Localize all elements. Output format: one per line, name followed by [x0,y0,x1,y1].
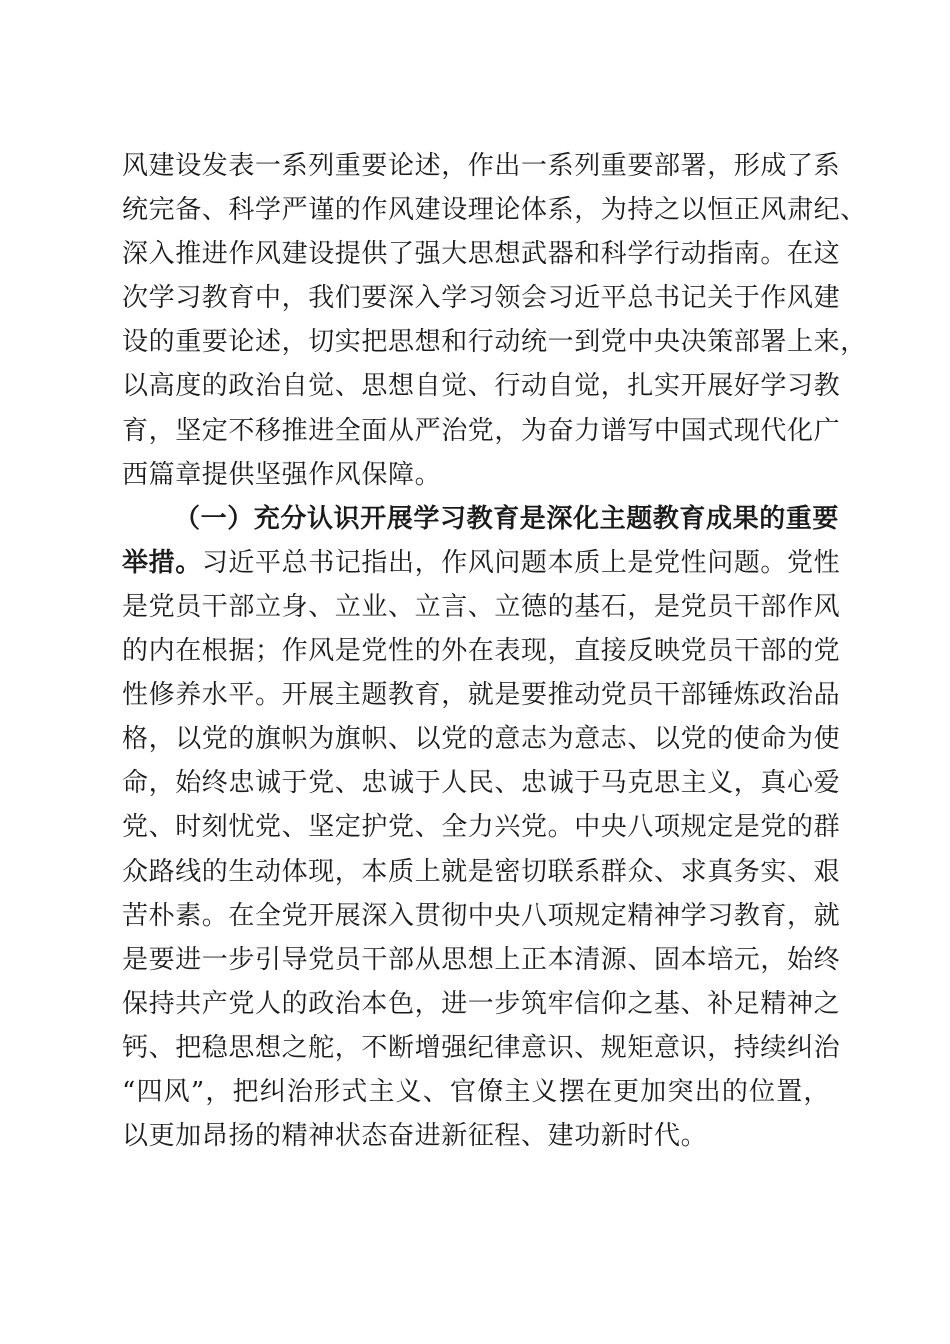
section-heading-end: 举措。 [122,547,202,578]
text-line: 风建设发表一系列重要论述，作出一系列重要部署，形成了系 [122,151,841,181]
text-line: 的内在根据；作风是党性的外在表现，直接反映党员干部的党 [122,636,841,667]
section-heading: （一）充分认识开展学习教育是深化主题教育成果的重要 [174,503,840,534]
text-line: 党、时刻忧党、坚定护党、全力兴党。中央八项规定是党的群 [122,812,841,843]
text-line: 统完备、科学严谨的作风建设理论体系，为持之以恒正风肃纪、 [122,195,867,226]
text-line: 以更加昂扬的精神状态奋进新征程、建功新时代。 [122,1121,708,1152]
text-line: 保持共产党人的政治本色，进一步筑牢信仰之基、补足精神之 [122,988,841,1019]
document-body [122,144,867,1158]
text-line: “四风”，把纠治形式主义、官僚主义摆在更加突出的位置， [122,1076,830,1107]
paragraph-2 [122,497,841,1158]
text-line [122,541,841,585]
text-line: 格，以党的旗帜为旗帜、以党的意志为意志、以党的使命为使 [122,724,841,755]
text-line: 西篇章提供坚强作风保障。 [122,459,442,490]
text-line: 是要进一步引导党员干部从思想上正本清源、固本培元，始终 [122,944,841,975]
text-line: 设的重要论述，切实把思想和行动统一到党中央决策部署上来， [122,327,867,358]
text-line: 命，始终忠诚于党、忠诚于人民、忠诚于马克思主义，真心爱 [122,768,841,799]
text-line: 是党员干部立身、立业、立言、立德的基石，是党员干部作风 [122,591,841,622]
text-line: 钙、把稳思想之舵，不断增强纪律意识、规矩意识，持续纠治 [122,1032,841,1063]
text-line: 育，坚定不移推进全面从严治党，为奋力谱写中国式现代化广 [122,415,841,446]
text-line: 苦朴素。在全党开展深入贯彻中央八项规定精神学习教育，就 [122,900,841,931]
text-line: 以高度的政治自觉、思想自觉、行动自觉，扎实开展好学习教 [122,371,841,402]
paragraph-1 [122,144,867,497]
text-line: 深入推进作风建设提供了强大思想武器和科学行动指南。在这 [122,239,841,270]
text-line: 众路线的生动体现，本质上就是密切联系群众、求真务实、艰 [122,856,841,887]
text-line: 性修养水平。开展主题教育，就是要推动党员干部锤炼政治品 [122,680,841,711]
text-line-rest: 习近平总书记指出，作风问题本质上是党性问题。党性 [201,547,841,578]
text-line: 次学习教育中，我们要深入学习领会习近平总书记关于作风建 [122,283,841,314]
